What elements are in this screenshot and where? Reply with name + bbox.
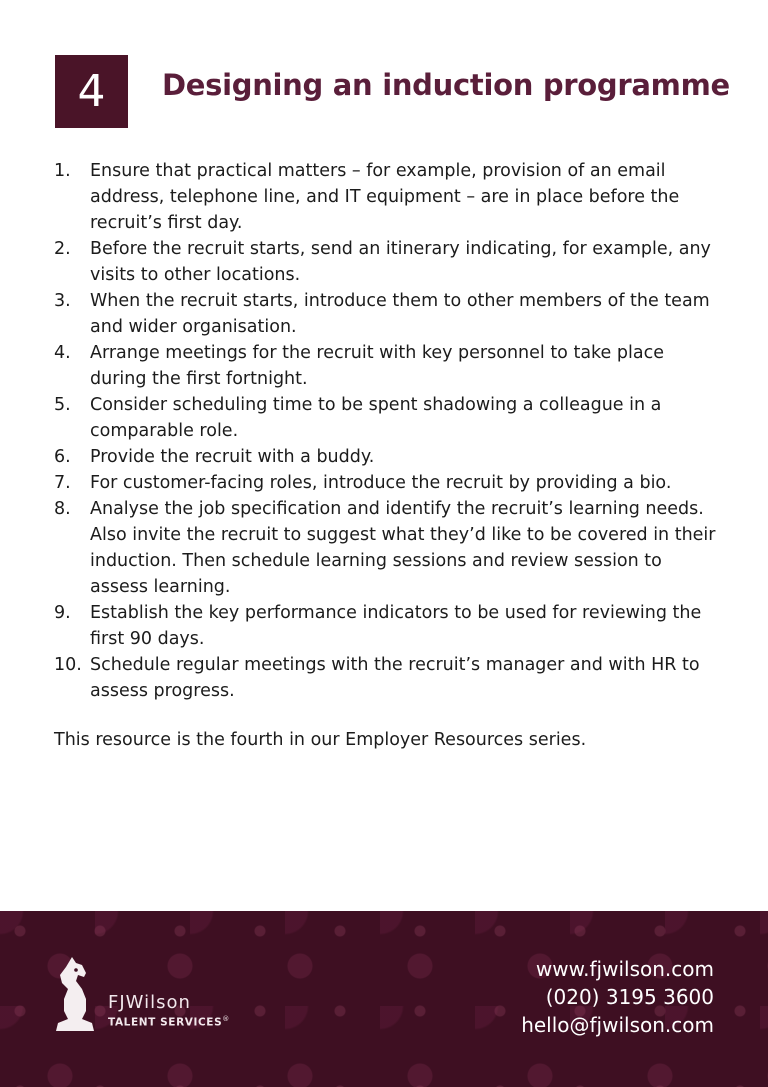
list-item-text: Before the recruit starts, send an itinerary indicating, for example, any visits to other locations. — [90, 239, 711, 285]
list-item-text: When the recruit starts, introduce them to other members of the team and wider organisation. — [90, 291, 710, 337]
list-item — [54, 392, 724, 444]
page-title: Designing an induction programme — [162, 68, 730, 102]
list-item-text: Provide the recruit with a buddy. — [90, 447, 375, 467]
list-item — [54, 600, 724, 652]
brand-logo — [52, 955, 242, 1035]
list-item-number: 2. — [54, 239, 71, 259]
closing-note: This resource is the fourth in our Employer Resources series. — [54, 730, 587, 750]
list-item-number: 9. — [54, 603, 71, 623]
list-item-text: Arrange meetings for the recruit with key personnel to take place during the first fortnight. — [90, 343, 664, 389]
brand-tagline — [108, 1015, 230, 1029]
knight-icon — [52, 955, 100, 1035]
list-item-text: Ensure that practical matters – for example, provision of an email address, telephone line, and IT equipment – are in place before the recruit’s first day. — [90, 161, 680, 233]
list-item-number: 8. — [54, 499, 71, 519]
list-item-number: 1. — [54, 161, 71, 181]
section-number-badge — [55, 55, 128, 128]
list-item-number: 10. — [54, 655, 82, 675]
list-item — [54, 496, 724, 600]
list-item-number: 5. — [54, 395, 71, 415]
list-item — [54, 236, 724, 288]
list-item-text: Schedule regular meetings with the recruit’s manager and with HR to assess progress. — [90, 655, 700, 701]
list-item-number: 7. — [54, 473, 71, 493]
list-item-text: Establish the key performance indicators to be used for reviewing the first 90 days. — [90, 603, 702, 649]
list-item-number: 3. — [54, 291, 71, 311]
brand-name: FJWilson — [108, 992, 191, 1013]
list-item — [54, 652, 724, 704]
website-link[interactable]: www.fjwilson.com — [535, 957, 714, 981]
list-item-number: 4. — [54, 343, 71, 363]
section-number: 4 — [77, 66, 106, 117]
list-item — [54, 340, 724, 392]
steps-list — [54, 158, 724, 704]
list-item-number: 6. — [54, 447, 71, 467]
list-item — [54, 444, 724, 470]
footer-banner — [0, 911, 768, 1087]
list-item — [54, 158, 724, 236]
list-item — [54, 288, 724, 340]
contact-details — [521, 955, 714, 1039]
list-item-text: For customer-facing roles, introduce the recruit by providing a bio. — [90, 473, 672, 493]
list-item-text: Consider scheduling time to be spent shadowing a colleague in a comparable role. — [90, 395, 662, 441]
phone-number[interactable]: (020) 3195 3600 — [545, 985, 714, 1009]
list-item-text: Analyse the job specification and identify the recruit’s learning needs. Also invite the recruit to suggest what they’d like to be covered in their induction. Then schedule learning sessions and review session to assess learning. — [90, 499, 716, 597]
email-link[interactable]: hello@fjwilson.com — [521, 1013, 714, 1037]
registered-mark: ® — [222, 1015, 230, 1023]
brand-sub-text: TALENT SERVICES — [108, 1016, 223, 1029]
list-item — [54, 470, 724, 496]
